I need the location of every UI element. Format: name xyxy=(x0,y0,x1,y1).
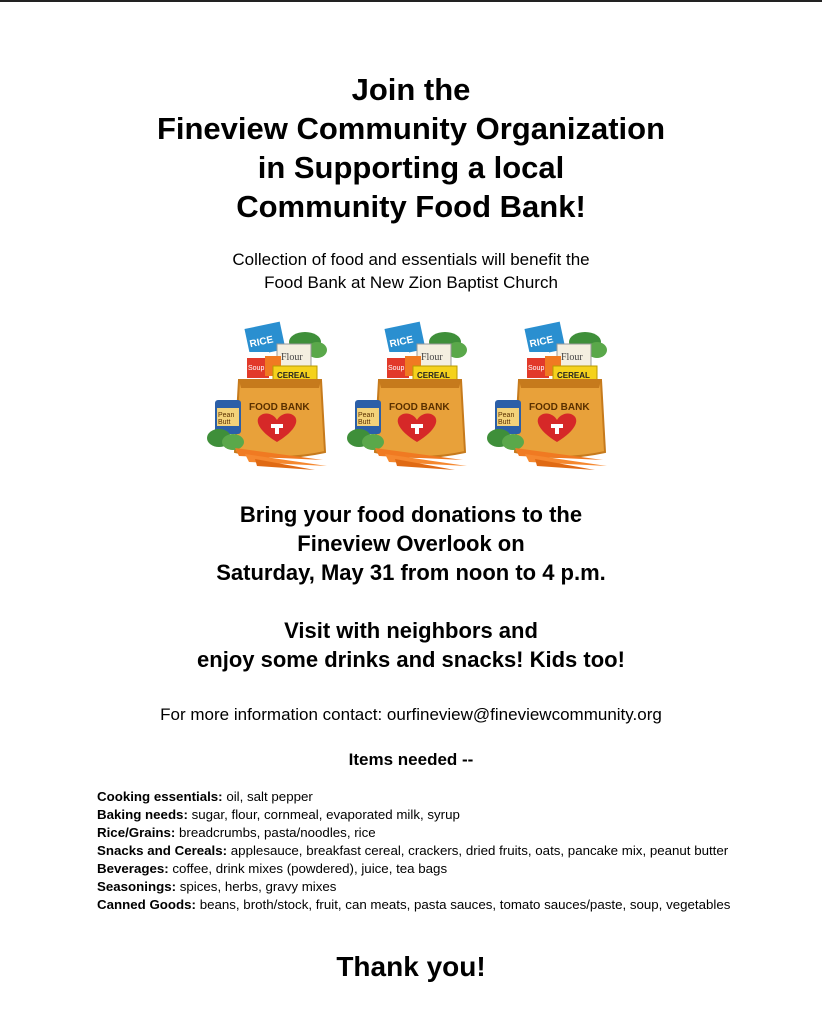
peanut-label: Pean xyxy=(218,412,235,419)
food-bank-label: FOOD BANK xyxy=(249,402,310,413)
butter-label: Butt xyxy=(498,419,511,426)
headline-line-4: Community Food Bank! xyxy=(236,189,586,224)
food-bank-label: FOOD BANK xyxy=(389,402,450,413)
cereal-label: CEREAL xyxy=(417,371,450,380)
list-item xyxy=(97,806,747,824)
visit-line-2: enjoy some drinks and snacks! Kids too! xyxy=(197,647,625,672)
list-item xyxy=(97,842,747,860)
item-category: Cooking essentials: xyxy=(97,789,223,804)
item-details: coffee, drink mixes (powdered), juice, tea bags xyxy=(168,861,448,876)
list-item xyxy=(97,788,747,806)
contact-info: For more information contact: ourfineview@fineviewcommunity.org xyxy=(160,705,662,724)
subheading-line-1: Collection of food and essentials will benefit the xyxy=(232,250,590,269)
item-details: breadcrumbs, pasta/noodles, rice xyxy=(175,825,376,840)
list-item xyxy=(97,878,747,896)
visit-invitation xyxy=(0,616,822,674)
cereal-label: CEREAL xyxy=(557,371,590,380)
butter-label: Butt xyxy=(218,419,231,426)
flour-label: Flour xyxy=(281,352,303,363)
headline xyxy=(0,70,822,226)
item-category: Snacks and Cereals: xyxy=(97,843,228,858)
peanut-label: Pean xyxy=(358,412,375,419)
subheading-line-2: Food Bank at New Zion Baptist Church xyxy=(264,273,558,292)
item-category: Baking needs: xyxy=(97,807,188,822)
cereal-label: CEREAL xyxy=(277,371,310,380)
headline-line-1: Join the xyxy=(351,72,471,107)
food-bank-bags-illustration xyxy=(205,320,625,470)
rice-label: RICE xyxy=(528,334,555,351)
event-details xyxy=(0,500,822,587)
item-category: Beverages: xyxy=(97,861,169,876)
list-item xyxy=(97,896,747,914)
butter-label: Butt xyxy=(358,419,371,426)
soup-label: Soup xyxy=(388,365,405,372)
subheading xyxy=(0,248,822,294)
visit-line-1: Visit with neighbors and xyxy=(284,618,538,643)
list-item xyxy=(97,824,747,842)
item-details: applesauce, breakfast cereal, crackers, dried fruits, oats, pancake mix, peanut butter xyxy=(227,843,729,858)
event-details-line-2: Fineview Overlook on xyxy=(297,531,525,556)
soup-label: Soup xyxy=(528,365,545,372)
event-details-line-3: Saturday, May 31 from noon to 4 p.m. xyxy=(216,560,606,585)
event-details-line-1: Bring your food donations to the xyxy=(239,502,583,527)
item-category: Rice/Grains: xyxy=(97,825,176,840)
item-category: Seasonings: xyxy=(97,879,177,894)
item-details: spices, herbs, gravy mixes xyxy=(176,879,337,894)
items-needed-heading: Items needed -- xyxy=(348,750,474,769)
thank-you-message: Thank you! xyxy=(336,951,486,982)
items-needed-list xyxy=(97,788,747,914)
food-bag-icon xyxy=(345,320,475,470)
list-item xyxy=(97,860,747,878)
rice-label: RICE xyxy=(248,334,275,351)
rice-label: RICE xyxy=(388,334,415,351)
item-details: oil, salt pepper xyxy=(222,789,313,804)
peanut-label: Pean xyxy=(498,412,515,419)
item-details: sugar, flour, cornmeal, evaporated milk, syrup xyxy=(187,807,460,822)
item-category: Canned Goods: xyxy=(97,897,196,912)
food-bank-label: FOOD BANK xyxy=(529,402,590,413)
flour-label: Flour xyxy=(421,352,443,363)
food-bag-icon xyxy=(205,320,335,470)
food-bag-icon xyxy=(485,320,615,470)
soup-label: Soup xyxy=(248,365,265,372)
flour-label: Flour xyxy=(561,352,583,363)
headline-line-2: Fineview Community Organization xyxy=(156,111,666,146)
item-details: beans, broth/stock, fruit, can meats, pasta sauces, tomato sauces/paste, soup, vegetables xyxy=(196,897,731,912)
top-border-line xyxy=(0,0,822,2)
headline-line-3: in Supporting a local xyxy=(257,150,565,185)
